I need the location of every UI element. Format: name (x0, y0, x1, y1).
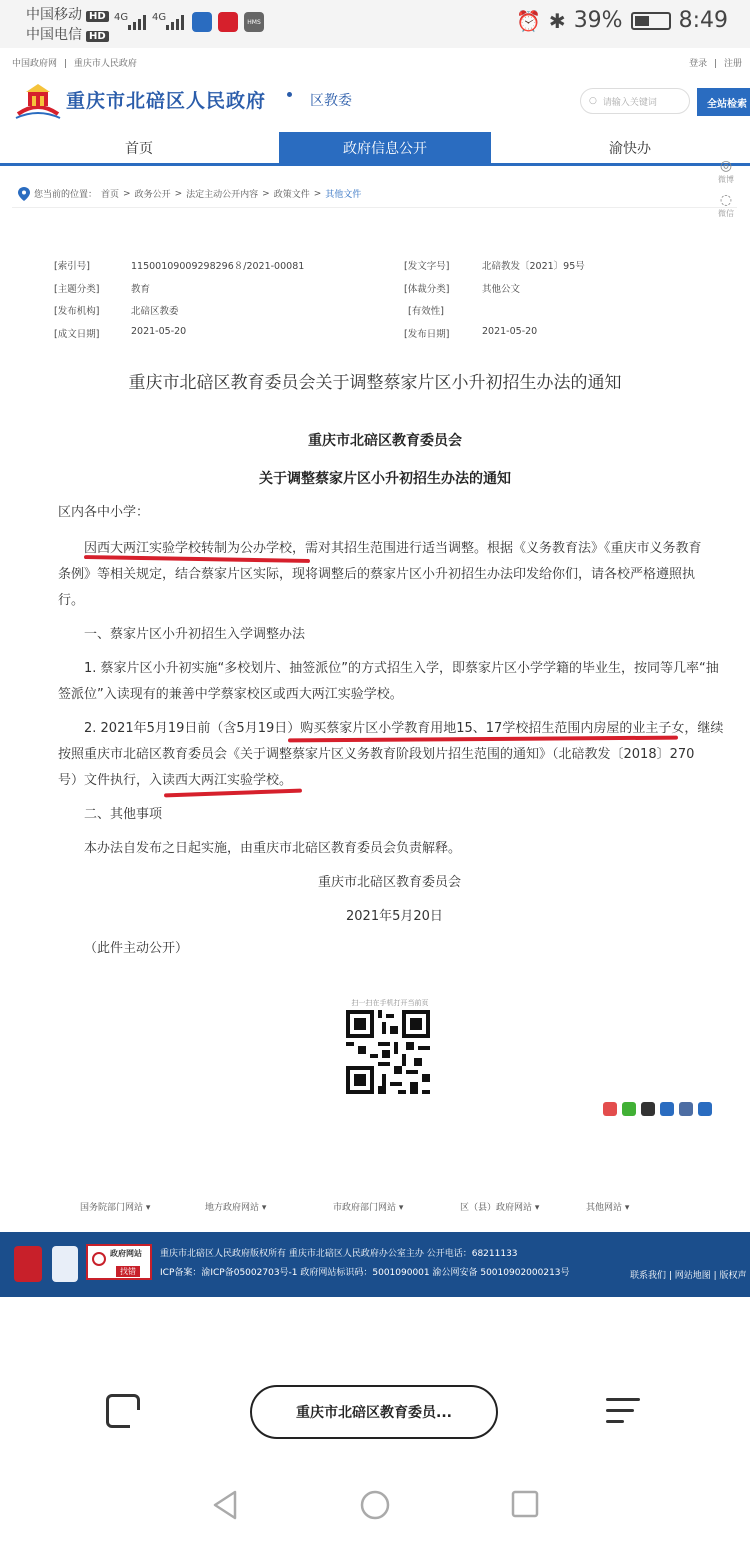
badge-sublabel: 找错 (116, 1266, 140, 1277)
register-link[interactable]: 注册 (723, 59, 742, 69)
battery-percent: 39% (573, 8, 623, 33)
footer-link-municipal[interactable]: 市政府部门网站 ▾ (333, 1203, 404, 1213)
footer-icp: ICP备案：渝ICP备05002703号-1 政府网站标识码：5001090001 渝公网安备 50010902000213号 (160, 1268, 570, 1278)
footer-link-district[interactable]: 区（县）政府网站 ▾ (460, 1203, 540, 1213)
search-icon: ○ (589, 96, 597, 106)
gov-top-links (12, 56, 137, 69)
qr-caption: 扫一扫在手机打开当前页 (351, 999, 429, 1007)
site-footer (0, 1232, 750, 1297)
nav-gov-info[interactable]: 政府信息公开 (279, 132, 491, 163)
search-input[interactable] (580, 88, 690, 114)
breadcrumb-legal-content[interactable]: 法定主动公开内容 (186, 190, 259, 200)
network-type-2: 4G (152, 12, 167, 23)
search-placeholder: 请输入关键词 (602, 97, 657, 108)
footer-copyright: 重庆市北碚区人民政府版权所有 重庆市北碚区人民政府办公室主办 公开电话：68211133 (160, 1249, 518, 1259)
breadcrumb-sep: > (123, 188, 131, 199)
print-icon[interactable] (679, 1102, 693, 1116)
user-links (689, 56, 742, 69)
weibo-icon: ◎ (719, 158, 733, 174)
back-icon[interactable] (212, 1490, 238, 1520)
weibo-label: 微博 (718, 175, 734, 184)
site-title[interactable]: 重庆市北碚区人民政府 (66, 90, 267, 112)
footer-link-other[interactable]: 其他网站 ▾ (586, 1203, 630, 1213)
doc-para-line: 按照重庆市北碚区教育委员会《关于调整蔡家片区义务教育阶段划片招生范围的通知》（北碚教发〔2018〕270 (58, 747, 695, 762)
carrier-2: 中国电信 HD (26, 24, 109, 44)
qq-share-icon[interactable] (641, 1102, 655, 1116)
party-emblem-icon (14, 1246, 42, 1282)
wechat-label: 微信 (718, 209, 734, 218)
site-search-button[interactable]: 全站检索 (697, 88, 750, 116)
link-china-gov[interactable]: 中国政府网 (12, 59, 58, 69)
chevron-down-icon: ▾ (261, 1203, 267, 1213)
doc-para-line: 1. 蔡家片区小升初实施“多校划片、抽签派位”的方式招生入学，即蔡家片区小学学籍的毕业生，按同等几率“抽 (84, 661, 719, 676)
title-dot (287, 92, 292, 97)
meta-value: 北碚教发〔2021〕95号 (482, 261, 585, 272)
meta-key: [体裁分类] (404, 284, 450, 295)
link-separator: | (714, 59, 718, 69)
link-separator: | (63, 59, 67, 69)
chevron-down-icon: ▾ (145, 1203, 151, 1213)
meta-key: [主题分类] (54, 284, 100, 295)
recent-apps-icon[interactable] (511, 1490, 539, 1518)
carrier-1: 中国移动 HD (26, 4, 109, 24)
doc-signature: 重庆市北碚区教育委员会 (318, 875, 462, 890)
gov-emblem-logo (14, 80, 62, 120)
signal-icon-2 (166, 14, 184, 30)
home-icon[interactable] (360, 1490, 390, 1520)
breadcrumb (12, 180, 737, 208)
breadcrumb-sep: > (174, 188, 183, 199)
chevron-down-icon: ▾ (624, 1203, 630, 1213)
police-badge-icon (52, 1246, 78, 1282)
meta-key: [发布日期] (404, 329, 450, 340)
doc-para-line: 行。 (58, 593, 85, 608)
link-chongqing-gov[interactable]: 重庆市人民政府 (73, 59, 137, 69)
status-right (516, 8, 728, 33)
meta-value: 北碚区教委 (131, 306, 179, 317)
chevron-down-icon: ▾ (398, 1203, 404, 1213)
meta-key: [索引号] (54, 261, 90, 272)
meta-value: 其他公文 (482, 284, 521, 295)
location-pin-icon (18, 187, 30, 201)
bluetooth-icon: ✱ (548, 8, 566, 33)
doc-para-line: 签派位”入读现有的兼善中学蔡家校区或西大两江实验学校。 (58, 687, 403, 702)
nav-yukuaiban[interactable]: 渝快办 (609, 140, 651, 157)
status-bar (0, 0, 750, 48)
doc-para-line: 本办法自发布之日起实施，由重庆市北碚区教育委员会负责解释。 (84, 841, 462, 856)
meta-key: [发布机构] (54, 306, 100, 317)
battery-icon (631, 12, 671, 30)
wechat-share-icon[interactable] (622, 1102, 636, 1116)
meta-value: 2021-05-20 (482, 326, 538, 337)
doc-section-heading: 一、蔡家片区小升初招生入学调整办法 (84, 627, 306, 642)
breadcrumb-home[interactable]: 首页 (101, 190, 120, 200)
footer-link-local-gov[interactable]: 地方政府网站 ▾ (205, 1203, 267, 1213)
doc-para-line: 因西大两江实验学校转制为公办学校，需对其招生范围进行适当调整。根据《义务教育法》《重庆市义务教育 (84, 541, 702, 556)
meta-value: 11500109009298296８/2021-00081 (131, 261, 305, 272)
department-name: 区教委 (310, 93, 352, 109)
gov-website-error-badge[interactable] (86, 1244, 152, 1280)
tabs-icon[interactable] (106, 1394, 140, 1428)
login-link[interactable]: 登录 (689, 59, 708, 69)
meta-key: [有效性] (408, 306, 444, 317)
footer-link-state-council[interactable]: 国务院部门网站 ▾ (80, 1203, 151, 1213)
doc-para-line: 2. 2021年5月19日前（含5月19日）购买蔡家片区小学教育用地15、17学校招生范围内房屋的业主子女，继续 (84, 721, 724, 736)
meta-key: [成文日期] (54, 329, 100, 340)
nav-home[interactable]: 首页 (125, 140, 153, 157)
copy-icon[interactable] (698, 1102, 712, 1116)
chevron-down-icon: ▾ (534, 1203, 540, 1213)
address-bar[interactable]: 重庆市北碚区教育委员... (250, 1385, 498, 1439)
doc-salutation: 区内各中小学： (58, 505, 150, 520)
breadcrumb-other[interactable]: 其他文件 (325, 190, 362, 200)
qr-code (346, 1010, 430, 1094)
breadcrumb-sep: > (313, 188, 322, 199)
doc-para-line: 号）文件执行，入读西大两江实验学校。 (58, 773, 293, 788)
signal-icon (128, 14, 146, 30)
email-share-icon[interactable] (660, 1102, 674, 1116)
doc-heading-subject: 关于调整蔡家片区小升初招生办法的通知 (259, 471, 511, 487)
clock: 8:49 (678, 8, 728, 33)
badge-label: 政府网站 (110, 1249, 142, 1258)
breadcrumb-sep: > (262, 188, 270, 199)
doc-public-note: （此件主动公开） (84, 941, 189, 956)
magnifier-icon (92, 1252, 106, 1266)
footer-right-links[interactable]: 联系我们 | 网站地图 | 版权声 (630, 1271, 747, 1281)
hms-icon: HMS (244, 12, 264, 32)
weibo-share-icon[interactable] (603, 1102, 617, 1116)
alarm-icon: ⏰ (516, 8, 541, 33)
doc-para-line: 条例》等相关规定，结合蔡家片区实际，现将调整后的蔡家片区小升初招生办法印发给你们，请各校严格遵照执 (58, 567, 696, 582)
network-type: 4G (114, 12, 129, 23)
wechat-icon: ◌ (719, 192, 733, 208)
main-nav (0, 132, 750, 166)
breadcrumb-prefix: 您当前的位置： (34, 190, 98, 200)
menu-icon[interactable] (606, 1398, 640, 1431)
doc-title: 重庆市北碚区教育委员会关于调整蔡家片区小升初招生办法的通知 (128, 373, 622, 393)
doc-date: 2021年5月20日 (346, 909, 443, 924)
meta-key: [发文字号] (404, 261, 450, 272)
breadcrumb-gov-open[interactable]: 政务公开 (134, 190, 171, 200)
weibo-notification-icon (218, 12, 238, 32)
app-notification-icon (192, 12, 212, 32)
meta-value: 教育 (131, 284, 151, 295)
breadcrumb-policy[interactable]: 政策文件 (273, 190, 310, 200)
meta-value: 2021-05-20 (131, 326, 187, 337)
doc-section-heading: 二、其他事项 (84, 807, 163, 822)
doc-heading-issuer: 重庆市北碚区教育委员会 (308, 433, 462, 449)
